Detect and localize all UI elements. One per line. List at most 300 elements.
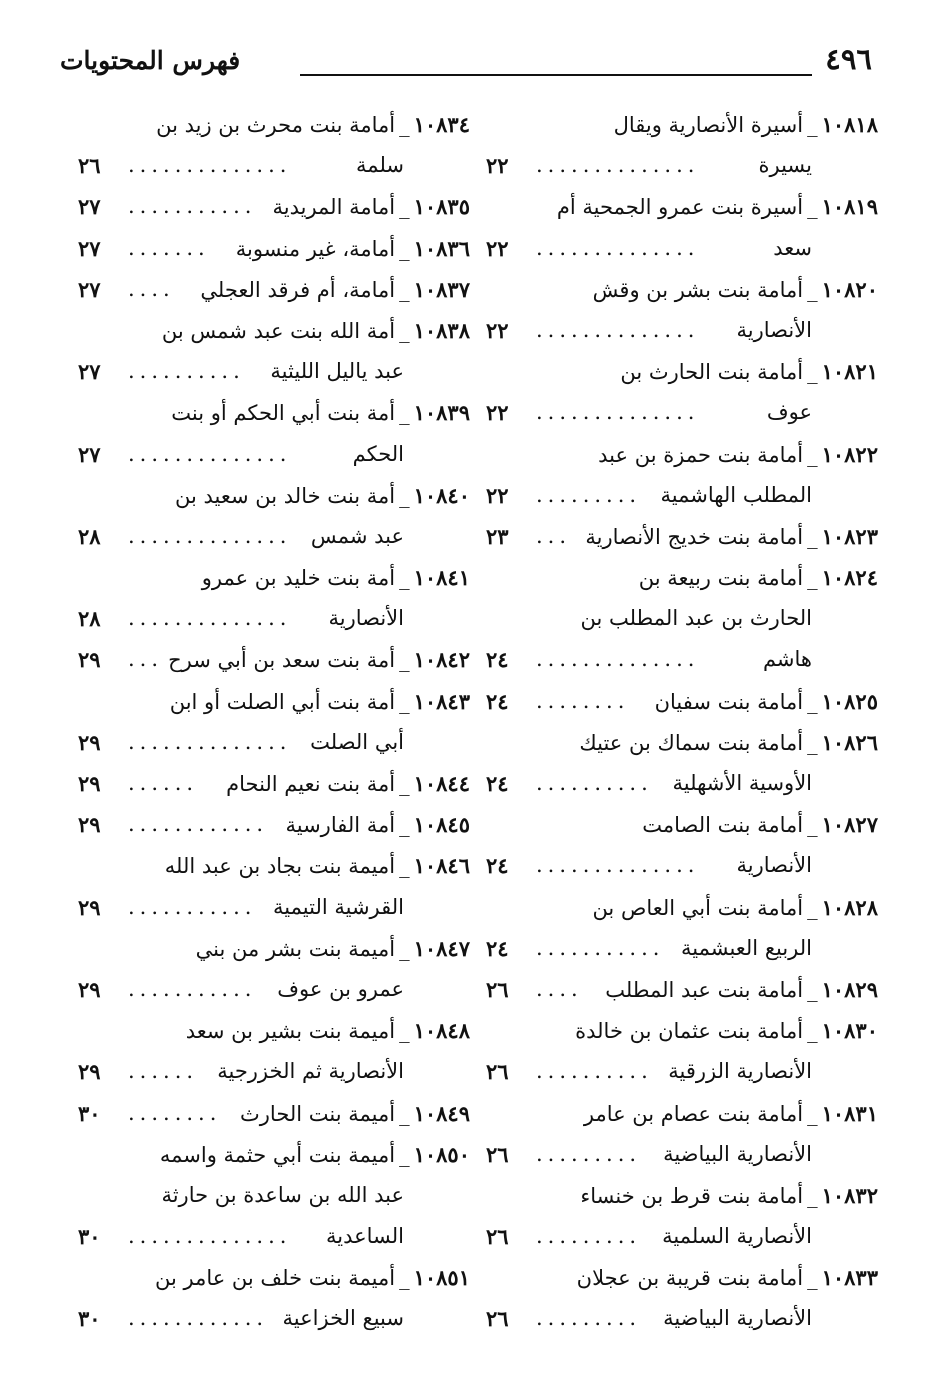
entry-page-number: ٢٤	[486, 935, 509, 961]
entry-line	[70, 557, 470, 598]
entry-number: ١٠٨٣٦	[413, 235, 470, 261]
leader-dots: ..............	[536, 400, 700, 425]
entry-name: أمامة بنت قريبة بن عجلان	[576, 1266, 804, 1291]
entry-page-number: ٢٢	[486, 482, 509, 508]
entry-line	[70, 1175, 470, 1216]
entry-line	[70, 392, 470, 433]
leader-dots: ...........	[536, 935, 665, 960]
entry-name: أميمة بنت بجاد بن عبد الله	[164, 854, 396, 879]
entry-page-number: ٢٣	[486, 523, 509, 549]
entry-line	[70, 1010, 470, 1051]
entry-name: أمامة بنت الصامت	[642, 813, 804, 838]
entry-line	[478, 1134, 878, 1175]
entry-text: المطلب الهاشمية	[660, 482, 812, 507]
entry-line	[70, 887, 470, 928]
entry-line	[70, 186, 470, 227]
entry-separator: _	[399, 813, 410, 838]
entry-separator: _	[399, 277, 410, 302]
entry-page-number: ٢٢	[486, 235, 509, 261]
index-entry	[478, 351, 878, 433]
entry-page-number: ٢٧	[78, 194, 101, 220]
entry-number: ١٠٨٤٧	[413, 935, 470, 961]
entry-text: الحكم	[352, 441, 404, 466]
entry-page-number: ٢٦	[486, 976, 509, 1002]
entry-name: أمة بنت نعيم النحام	[226, 772, 396, 796]
entry-separator: _	[807, 113, 818, 137]
page-number: ٤٩٦	[825, 42, 872, 76]
entry-text: الربيع العبشمية	[680, 935, 812, 960]
entry-name: أمة الفارسية	[285, 813, 396, 838]
entry-number: ١٠٨٢٩	[821, 976, 878, 1002]
entry-text	[598, 434, 878, 476]
index-entry	[478, 681, 878, 722]
index-entry	[478, 722, 878, 804]
entry-text	[584, 1093, 878, 1135]
index-column-left	[70, 104, 470, 1340]
leader-dots: ..............	[536, 235, 700, 260]
index-entry	[70, 763, 470, 804]
entry-page-number: ٢٦	[486, 1306, 509, 1332]
entry-text: يسيرة	[758, 153, 812, 178]
leader-dots: ...........	[128, 194, 257, 219]
entry-text: هاشم	[762, 647, 812, 672]
index-entry	[70, 228, 470, 269]
entry-text: الحارث بن عبد المطلب بن	[580, 606, 812, 631]
entry-separator: _	[807, 1183, 818, 1208]
entry-name: أمامة، غير منسوبة	[235, 236, 396, 261]
entry-text	[196, 928, 470, 970]
leader-dots: ..............	[128, 153, 292, 178]
entry-name: أمامة بنت سفيان	[654, 689, 804, 714]
entry-text	[240, 1093, 470, 1135]
entry-name: أميمة بنت بشر من بني	[195, 936, 396, 961]
index-entry	[70, 475, 470, 557]
leader-dots: ....	[536, 976, 583, 1001]
entry-separator: _	[399, 772, 410, 796]
entry-text	[186, 1010, 470, 1052]
entry-name: أمامة بنت حمزة بن عبد	[598, 442, 804, 467]
entry-page-number: ٢٩	[78, 894, 101, 920]
index-entry	[478, 887, 878, 969]
entry-line	[70, 145, 470, 186]
entry-separator: _	[807, 1266, 818, 1291]
leader-dots: .........	[536, 482, 642, 507]
entry-line	[70, 1093, 470, 1134]
entry-separator: _	[399, 854, 410, 879]
entry-text	[155, 1257, 470, 1299]
entry-name: أميمة بنت أبي حثمة واسمه	[159, 1142, 396, 1167]
leader-dots: ...	[536, 523, 572, 548]
entry-number: ١٠٨١٩	[821, 194, 878, 220]
entry-name: أسيرة الأنصارية ويقال	[613, 113, 804, 137]
entry-text: عبد شمس	[310, 523, 404, 548]
entry-line	[478, 1216, 878, 1257]
index-entry	[70, 1010, 470, 1092]
entry-separator: _	[807, 360, 818, 385]
entry-number: ١٠٨٣٢	[821, 1182, 878, 1208]
entry-text	[593, 269, 878, 311]
entry-text	[272, 186, 470, 228]
entry-line	[70, 1257, 470, 1298]
entry-line	[70, 434, 470, 475]
entry-line	[478, 351, 878, 392]
entry-number: ١٠٨٣٧	[413, 276, 470, 302]
entry-number: ١٠٨٣٠	[821, 1018, 878, 1044]
index-entry	[478, 186, 878, 268]
leader-dots: ....	[128, 276, 175, 301]
entry-page-number: ٢٩	[78, 1059, 101, 1085]
entry-text: عبد الله بن ساعدة بن حارثة	[161, 1182, 404, 1207]
entry-line	[70, 351, 470, 392]
entry-number: ١٠٨٢٢	[821, 441, 878, 467]
entry-page-number: ٢٦	[486, 1224, 509, 1250]
entry-name: أمامة بنت عبد المطلب	[605, 977, 804, 1002]
entry-text: الأنصارية ثم الخزرجية	[217, 1059, 404, 1084]
leader-dots: ..............	[536, 153, 700, 178]
entry-line	[478, 722, 878, 763]
entry-text: أبي الصلت	[310, 729, 404, 754]
entry-line	[478, 104, 878, 145]
entry-line	[70, 475, 470, 516]
index-entry	[70, 392, 470, 474]
entry-page-number: ٢٧	[78, 441, 101, 467]
entry-page-number: ٢٨	[78, 523, 101, 549]
entry-line	[70, 516, 470, 557]
index-entry	[478, 557, 878, 681]
entry-separator: _	[807, 1101, 818, 1126]
entry-number: ١٠٨٣٨	[413, 317, 470, 343]
entry-line	[70, 1134, 470, 1175]
entry-page-number: ٢٢	[486, 317, 509, 343]
entry-line	[478, 1093, 878, 1134]
index-entry	[70, 1093, 470, 1134]
index-entry	[70, 681, 470, 763]
entry-line	[70, 1051, 470, 1092]
entry-text	[592, 887, 878, 929]
entry-number: ١٠٨٣٣	[821, 1265, 878, 1291]
entry-name: أمامة بنت محرث بن زيد بن	[156, 113, 396, 137]
entry-page-number: ٢٤	[486, 853, 509, 879]
index-entry	[478, 804, 878, 886]
entry-line	[478, 763, 878, 804]
entry-text	[226, 763, 470, 805]
entry-text	[579, 722, 878, 764]
entry-name: أمامة، أم فرقد العجلي	[200, 277, 396, 302]
entry-name: أمامة المريدية	[272, 195, 396, 220]
entry-separator: _	[399, 113, 410, 137]
entry-line	[70, 681, 470, 722]
entry-text	[620, 351, 878, 393]
entry-number: ١٠٨٤٢	[413, 647, 470, 673]
entry-name: أمامة بنت الحارث بن	[620, 360, 804, 385]
leader-dots: ..............	[128, 441, 292, 466]
index-entry	[70, 557, 470, 639]
entry-number: ١٠٨٤٦	[413, 853, 470, 879]
entry-text: عمرو بن عوف	[277, 976, 404, 1001]
index-entry	[478, 1175, 878, 1257]
leader-dots: ............	[128, 1306, 269, 1331]
entry-name: أمامة بنت ربيعة بن	[638, 566, 804, 591]
leader-dots: ...	[128, 647, 164, 672]
entry-page-number: ٢٧	[78, 235, 101, 261]
entry-text: الأنصارية	[736, 853, 812, 878]
leader-dots: ..............	[536, 317, 700, 342]
entry-number: ١٠٨٤٨	[413, 1018, 470, 1044]
entry-text: الساعدية	[325, 1224, 404, 1249]
entry-line	[70, 969, 470, 1010]
entry-text: عبد ياليل الليثية	[270, 359, 404, 384]
entry-text	[165, 845, 470, 887]
entry-line	[70, 1298, 470, 1339]
leader-dots: ......	[128, 1059, 199, 1084]
index-entry	[70, 928, 470, 1010]
running-title: فهرس المحتويات	[60, 46, 241, 75]
leader-dots: ...........	[128, 894, 257, 919]
entry-page-number: ٢٦	[486, 1141, 509, 1167]
entry-page-number: ٢٨	[78, 606, 101, 632]
entry-page-number: ٢٢	[486, 153, 509, 179]
leader-dots: ........	[128, 1100, 222, 1125]
leader-dots: .......	[128, 235, 210, 260]
entry-text	[580, 1175, 878, 1217]
entry-text	[655, 681, 878, 723]
entry-number: ١٠٨٢٣	[821, 523, 878, 549]
entry-line	[70, 598, 470, 639]
entry-text: سلمة	[356, 153, 404, 178]
entry-text	[236, 228, 470, 270]
entry-page-number: ٢٩	[78, 771, 101, 796]
entry-text	[639, 557, 878, 599]
entry-separator: _	[807, 689, 818, 714]
index-entry	[70, 186, 470, 227]
entry-line	[478, 681, 878, 722]
page-header	[60, 42, 878, 86]
entry-number: ١٠٨٤١	[413, 565, 470, 591]
entry-name: أمامة بنت بشر بن وقش	[592, 277, 804, 302]
index-entry	[70, 804, 470, 845]
entry-name: أمامة بنت عثمان بن خالدة	[575, 1019, 804, 1044]
entry-separator: _	[807, 895, 818, 920]
entry-separator: _	[399, 936, 410, 961]
entry-text: الأنصارية الزرقية	[668, 1059, 812, 1084]
leader-dots: ..........	[128, 359, 245, 384]
entry-name: أميمة بنت بشير بن سعد	[185, 1019, 396, 1044]
entry-line	[478, 887, 878, 928]
entry-number: ١٠٨٥٠	[413, 1141, 470, 1167]
leader-dots: ........	[536, 688, 630, 713]
leader-dots: .........	[536, 1141, 642, 1166]
leader-dots: ..............	[128, 1224, 292, 1249]
entry-separator: _	[399, 318, 410, 343]
leader-dots: ..............	[128, 523, 292, 548]
leader-dots: .........	[536, 1306, 642, 1331]
entry-text	[170, 681, 470, 723]
entry-line	[478, 557, 878, 598]
index-entry	[70, 639, 470, 680]
entry-separator: _	[399, 689, 410, 714]
header-rule	[300, 74, 812, 76]
entry-separator: _	[807, 442, 818, 467]
entry-text: الأنصارية البياضية	[663, 1306, 812, 1331]
entry-name: أمامة بنت قرط بن خنساء	[580, 1183, 804, 1208]
entry-page-number: ٢٧	[78, 359, 101, 385]
entry-number: ١٠٨٢٧	[821, 812, 878, 838]
entry-line	[70, 722, 470, 763]
entry-line	[478, 516, 878, 557]
entry-name: أمامة بنت سماك بن عتيك	[579, 730, 804, 755]
entry-number: ١٠٨٣٤	[413, 112, 470, 137]
entry-text	[171, 392, 470, 434]
entry-number: ١٠٨٣٥	[413, 194, 470, 220]
entry-text	[175, 475, 470, 517]
entry-separator: _	[807, 1019, 818, 1044]
entry-name: أمة بنت سعد بن أبي سرح	[168, 648, 396, 673]
index-entry	[70, 845, 470, 927]
entry-number: ١٠٨٢٠	[821, 276, 878, 302]
entry-number: ١٠٨٢٤	[821, 565, 878, 591]
entry-text	[168, 639, 470, 681]
index-entry	[478, 1010, 878, 1092]
entry-separator: _	[399, 195, 410, 220]
entry-text: القرشية التيمية	[273, 894, 404, 919]
entry-separator: _	[399, 566, 410, 591]
entry-name: أمامة بنت أبي العاص بن	[592, 895, 804, 920]
entry-text	[557, 186, 878, 228]
entry-line	[478, 639, 878, 680]
entry-number: ١٠٨٥١	[413, 1265, 470, 1291]
index-entry	[70, 1134, 470, 1258]
leader-dots: ......	[128, 771, 199, 795]
entry-separator: _	[807, 566, 818, 591]
entry-page-number: ٢٤	[486, 647, 509, 673]
index-column-right	[478, 104, 878, 1340]
entry-separator: _	[399, 1101, 410, 1126]
entry-line	[478, 269, 878, 310]
entry-text: الأوسية الأشهلية	[672, 771, 812, 795]
entry-text	[156, 104, 470, 146]
entry-text	[575, 1010, 878, 1052]
entry-separator: _	[807, 524, 818, 549]
entry-number: ١٠٨٣١	[821, 1100, 878, 1126]
entry-name: أمامة بنت عصام بن عامر	[583, 1101, 804, 1126]
entry-page-number: ٢٩	[78, 729, 101, 755]
entry-line	[478, 928, 878, 969]
entry-line	[478, 186, 878, 227]
entry-separator: _	[807, 195, 818, 220]
leader-dots: ..............	[128, 729, 292, 754]
entry-separator: _	[399, 483, 410, 508]
entry-text: الأنصارية	[328, 606, 404, 631]
entry-page-number: ٢٩	[78, 812, 101, 838]
leader-dots: ..........	[536, 771, 653, 795]
index-entry	[70, 1257, 470, 1339]
entry-separator: _	[399, 1266, 410, 1291]
index-entry	[478, 269, 878, 351]
entry-number: ١٠٨٢١	[821, 359, 878, 385]
entry-line	[478, 598, 878, 639]
entry-number: ١٠٨٢٦	[821, 729, 878, 755]
entry-line	[70, 269, 470, 310]
entry-line	[70, 763, 470, 804]
entry-line	[478, 392, 878, 433]
entry-line	[478, 1298, 878, 1339]
entry-name: أمة بنت خليد بن عمرو	[201, 566, 396, 591]
entry-name: أمامة بنت خديج الأنصارية	[585, 524, 804, 549]
entry-number: ١٠٨٣٩	[413, 400, 470, 426]
entry-text	[285, 804, 470, 846]
entry-text	[605, 969, 878, 1011]
entry-text: الأنصارية	[736, 317, 812, 342]
entry-text: سبيع الخزاعية	[282, 1306, 404, 1331]
entry-number: ١٠٨٤٩	[413, 1100, 470, 1126]
entry-name: أمة الله بنت عبد شمس بن	[161, 318, 396, 343]
index-entry	[478, 434, 878, 516]
index-entry	[70, 310, 470, 392]
entry-text: سعد	[773, 235, 812, 260]
entry-number: ١٠٨١٨	[821, 112, 878, 137]
entry-text	[585, 516, 878, 558]
entry-text	[162, 310, 470, 352]
entry-separator: _	[807, 730, 818, 755]
index-entry	[478, 516, 878, 557]
leader-dots: .........	[536, 1224, 642, 1249]
entry-line	[70, 928, 470, 969]
entry-line	[70, 1216, 470, 1257]
entry-line	[478, 1051, 878, 1092]
entry-page-number: ٢٤	[486, 688, 509, 714]
entry-line	[478, 1010, 878, 1051]
entry-text	[200, 269, 470, 311]
entry-line	[478, 145, 878, 186]
entry-separator: _	[807, 977, 818, 1002]
entry-page-number: ٢٦	[78, 153, 101, 179]
entry-separator: _	[399, 401, 410, 426]
entry-line	[478, 845, 878, 886]
entry-number: ١٠٨٤٥	[413, 812, 470, 838]
leader-dots: ..............	[128, 606, 292, 631]
entry-number: ١٠٨٢٥	[821, 688, 878, 714]
entry-page-number: ٢٢	[486, 400, 509, 426]
entry-page-number: ٣٠	[78, 1306, 101, 1332]
entry-text: الأنصارية السلمية	[662, 1224, 812, 1249]
index-entry	[70, 104, 470, 186]
entry-separator: _	[399, 1019, 410, 1044]
leader-dots: ..............	[536, 647, 700, 672]
entry-text	[642, 804, 878, 846]
entry-name: أمة بنت أبي الصلت أو ابن	[169, 689, 396, 714]
entry-line	[478, 228, 878, 269]
entry-line	[478, 969, 878, 1010]
entry-line	[70, 104, 470, 145]
entry-name: أسيرة بنت عمرو الجمحية أم	[556, 195, 804, 220]
leader-dots: ...........	[128, 976, 257, 1001]
entry-text	[160, 1134, 470, 1176]
entry-page-number: ٣٠	[78, 1100, 101, 1126]
leader-dots: ..............	[536, 853, 700, 878]
entry-page-number: ٢٩	[78, 976, 101, 1002]
entry-text: عوف	[766, 400, 812, 425]
entry-line	[478, 434, 878, 475]
entry-text: الأنصارية البياضية	[663, 1141, 812, 1166]
entry-separator: _	[399, 648, 410, 673]
entry-page-number: ٢٤	[486, 771, 509, 796]
entry-line	[70, 228, 470, 269]
entry-line	[478, 1175, 878, 1216]
index-entry	[478, 1257, 878, 1339]
entry-separator: _	[399, 1142, 410, 1167]
entry-separator: _	[807, 277, 818, 302]
index-entry	[70, 269, 470, 310]
